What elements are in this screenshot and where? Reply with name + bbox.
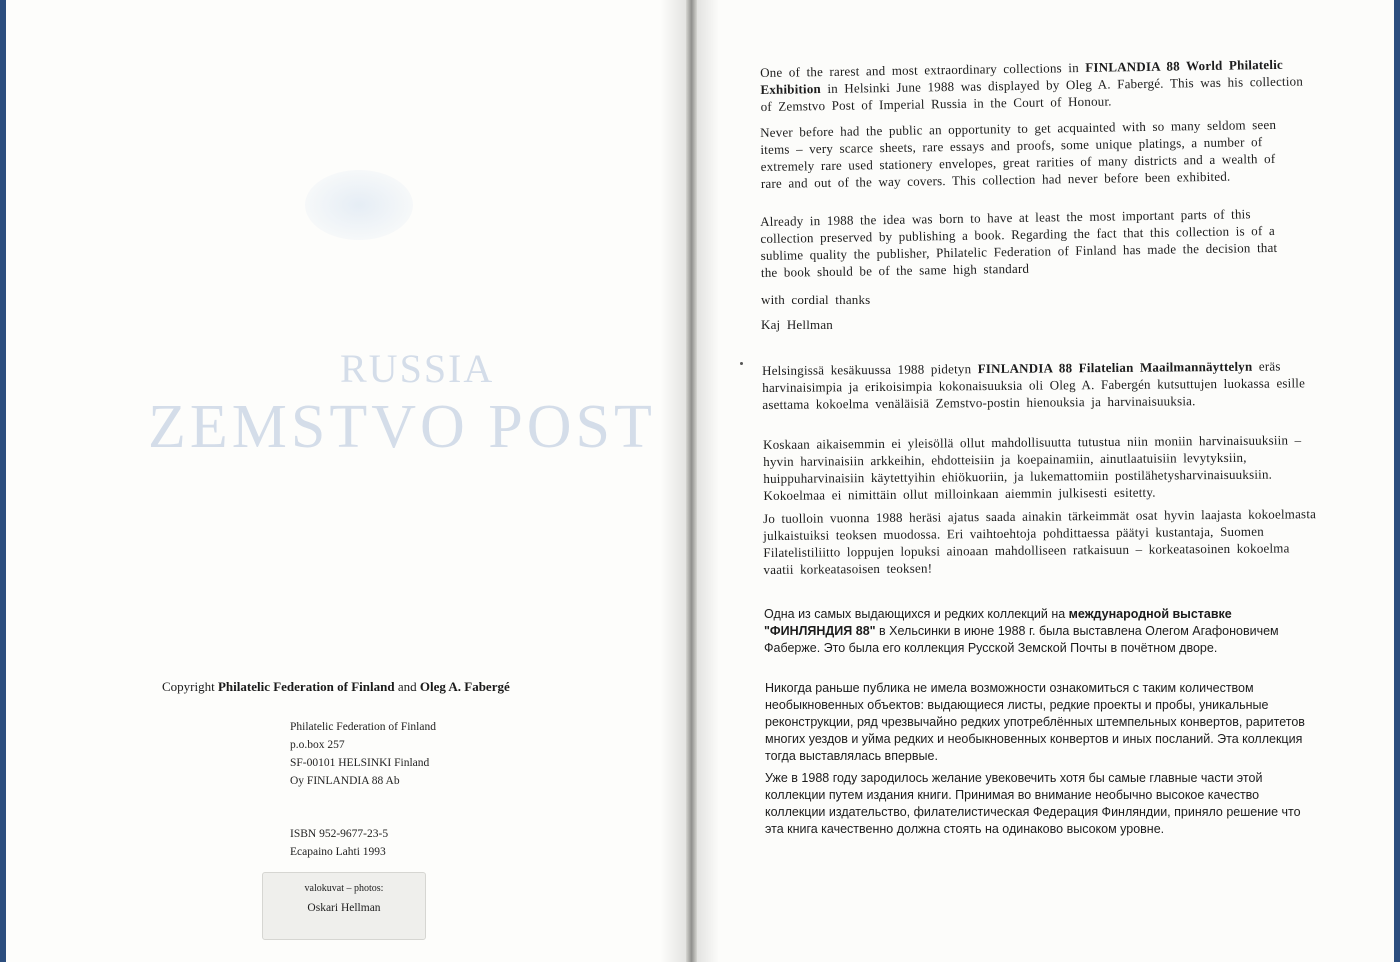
photographer-name: Oskari Hellman xyxy=(307,902,381,914)
address-line: Philatelic Federation of Finland xyxy=(290,721,436,733)
photo-credit-label: valokuvat – photos: xyxy=(304,883,384,894)
exhibition-name: FINLANDIA 88 Filatelian Maailmannäyttelyn xyxy=(977,358,1253,377)
gutter-shadow-left xyxy=(660,0,686,962)
russian-paragraph-1 xyxy=(764,606,1304,657)
russian-paragraph-2: Никогда раньше публика не имела возможности ознакомиться с таким количеством необыкновенных объектов: выдающиеся листы, редкие проекты и пробы, уникальные реконструкции, ряд чрезвычайно редких употреблённых штемпельных конвертов, раритетов многих уездов и уйма редких и необыкновенных конвертов и иных посланий. Эта коллекция тогда выставлялась впервые. xyxy=(765,681,1305,763)
printer: Ecapaino Lahti 1993 xyxy=(290,846,386,858)
copyright-publisher: Philatelic Federation of Finland xyxy=(217,679,395,694)
text-run: in Helsinki June 1988 was displayed by Oleg A. Fabergé. This was his collection of Zemstvo Post of Imperial Russia in the Court of Honour. xyxy=(760,73,1304,114)
publisher-address xyxy=(290,718,436,790)
copyright-conjunction: and xyxy=(397,679,417,694)
book-spine xyxy=(686,0,697,962)
closing-line: with cordial thanks xyxy=(761,292,871,307)
bleed-through-emblem xyxy=(305,170,413,240)
text-run: One of the rarest and most extraordinary collections in xyxy=(760,59,1086,80)
exhibition-name: FINLANDIA 88 World Philatelic Exhibition xyxy=(760,56,1284,97)
english-paragraph-3: Already in 1988 the idea was born to have at least the most important parts of this collection preserved by publishing a book. Regarding the fact that this collection is of a sublime quality the publisher, Philatelic Federation of Finland has made the decision that the book should be of the same high standard xyxy=(760,206,1278,280)
exhibition-name: международной выставке "ФИНЛЯНДИЯ 88" xyxy=(764,607,1232,638)
photo-credit-sticker xyxy=(262,872,426,940)
address-line: p.o.box 257 xyxy=(290,739,345,751)
copyright-author: Oleg A. Fabergé xyxy=(419,679,510,694)
isbn-block xyxy=(290,825,388,861)
left-page xyxy=(6,0,686,962)
finnish-paragraph-2: Koskaan aikaisemmin ei yleisöllä ollut mahdollisuutta tutustua niin moniin harvinaisuuksiin – hyvin harvinaisiin arkkeihin, ehdotteisiin ja koepainamiin, ainutlaatuisiin levytyksiin, huippuharvinaisiin käytettyihin ehiökuoriin, ja lukemattomiin postilähetysharvinaisuuksiin. Kokoelmaa ei nimittäin ollut milloinkaan aiemmin julkisesti esitetty. xyxy=(763,432,1302,503)
russian-paragraph-3: Уже в 1988 году зародилось желание увековечить хотя бы самые главные части этой коллекции путем издания книги. Принимая во внимание необычно высокое качество коллекции издательство, филателистическая Федерация Финляндии, приняло решение что эта книга качественно должна стоять на одинаково высоком уровне. xyxy=(765,771,1301,836)
gutter-shadow-right xyxy=(697,0,719,962)
isbn: ISBN 952-9677-23-5 xyxy=(290,828,389,840)
english-paragraph-1 xyxy=(760,55,1306,115)
signature: Kaj Hellman xyxy=(761,317,833,332)
speck xyxy=(740,362,743,365)
text-run: Helsingissä kesäkuussa 1988 pidetyn xyxy=(762,361,978,378)
text-run: в Хельсинки в июне 1988 г. была выставлена Олегом Агафоновичем Фаберже. Это была его коллекция Русской Земской Почты в почётном дворе. xyxy=(764,624,1279,655)
finnish-paragraph-3: Jo tuolloin vuonna 1988 heräsi ajatus saada ainakin tärkeimmät osat hyvin laajasta kokoelmasta julkaistuiksi teoksen muodossa. Eri vaihtoehtoja pohdittaessa päätyi kustantaja, Suomen Filatelistiliitto loppujen lopuksi ainoaan mahdolliseen ratkaisuun – korkeatasoinen kokoelma vaatii korkeatasoisen teoksen! xyxy=(763,506,1317,577)
copyright-prefix: Copyright xyxy=(162,679,215,694)
address-line: SF-00101 HELSINKI Finland xyxy=(290,757,430,769)
text-run: Одна из самых выдающихся и редких коллекций на xyxy=(764,607,1069,621)
bleed-through-title-zemstvo: ZEMSTVO POST xyxy=(148,393,656,461)
bleed-through-title-russia: RUSSIA xyxy=(340,346,495,391)
english-paragraph-2: Never before had the public an opportunity to get acquainted with so many seldom seen items – very scarce sheets, rare essays and proofs, some unique platings, a number of extremely rare used stationery envelopes, great rarities of many districts and a wealth of rare and out of the way covers. This collection had never before been exhibited. xyxy=(760,116,1277,191)
finnish-paragraph-1 xyxy=(762,357,1317,413)
copyright-line xyxy=(162,679,510,695)
address-line: Oy FINLANDIA 88 Ab xyxy=(290,775,400,787)
text-run: eräs harvinaisimpia ja erikoisimpia kokonaisuuksia oli Oleg A. Fabergén kutsuttujen luokassa esille asettama kokoelma venäläisiä Zemstvo-postin hienouksia ja harvinaisuuksia. xyxy=(762,358,1306,412)
